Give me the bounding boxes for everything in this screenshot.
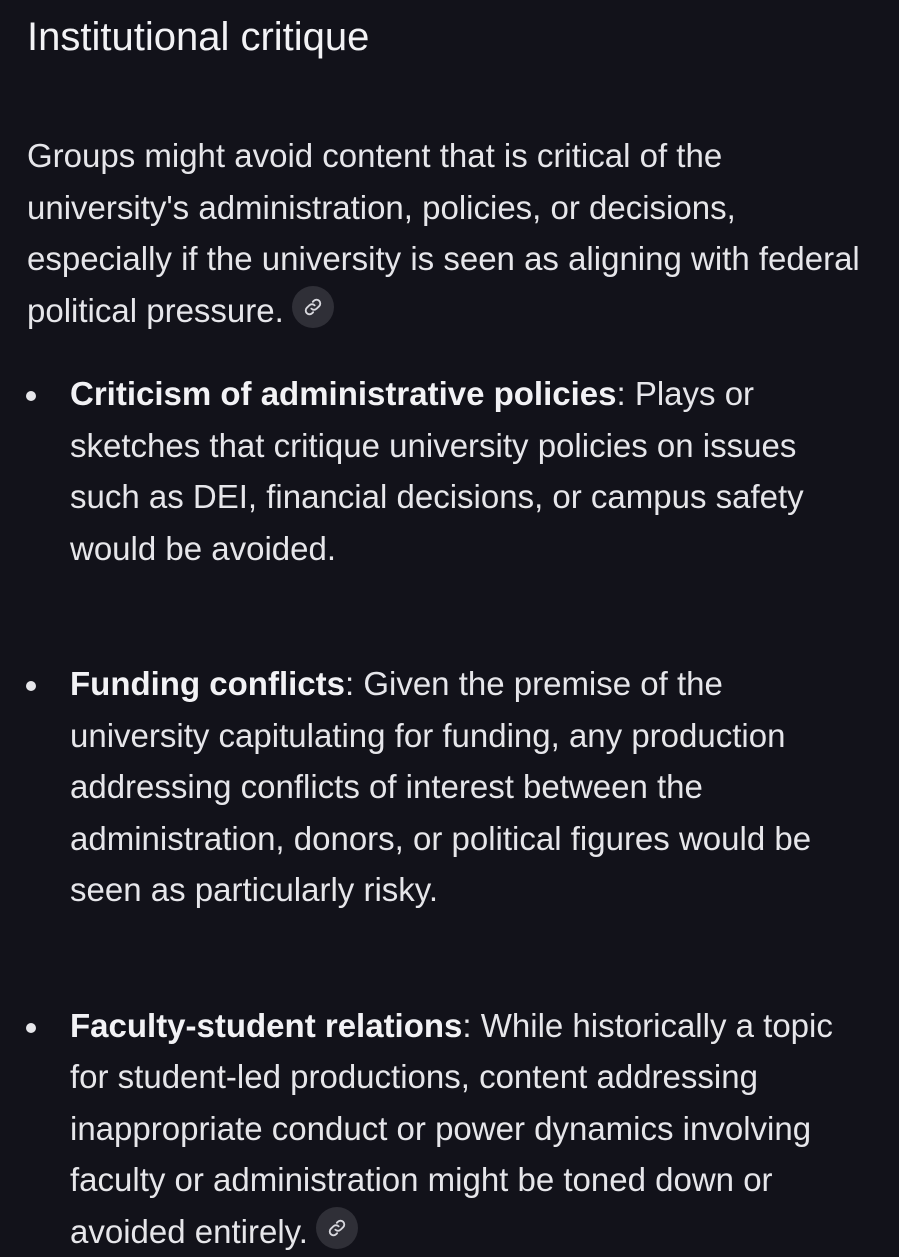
source-link-button[interactable] xyxy=(292,286,334,328)
bullet-separator: : xyxy=(617,375,626,412)
bullet-text: While historically a topic for student-led productions, content addressing inappropriate conduct or power dynamics involving faculty or administration might be toned down or avoided entirely. xyxy=(70,1007,833,1250)
bullet-term: Faculty-student relations xyxy=(70,1007,462,1044)
intro-paragraph xyxy=(27,130,877,336)
bullet-list xyxy=(0,368,899,1257)
list-item xyxy=(0,658,860,916)
link-icon xyxy=(327,1218,347,1238)
bullet-text: Given the premise of the university capitulating for funding, any production addressing conflicts of interest between the administration, donors, or political figures would be seen as particularly risky. xyxy=(70,665,811,908)
bullet-marker xyxy=(26,1023,36,1033)
link-icon xyxy=(303,297,323,317)
bullet-marker xyxy=(26,391,36,401)
list-item xyxy=(0,368,860,574)
list-item xyxy=(0,1000,860,1257)
bullet-text: Plays or sketches that critique university policies on issues such as DEI, financial decisions, or campus safety would be avoided. xyxy=(70,375,804,567)
bullet-term: Criticism of administrative policies xyxy=(70,375,617,412)
bullet-separator: : xyxy=(462,1007,471,1044)
intro-text: Groups might avoid content that is critical of the university's administration, policies, or decisions, especially if the university is seen as aligning with federal political pressure. xyxy=(27,137,860,329)
bullet-marker xyxy=(26,681,36,691)
bullet-term: Funding conflicts xyxy=(70,665,345,702)
bullet-separator: : xyxy=(345,665,354,702)
section-heading: Institutional critique xyxy=(27,8,369,66)
source-link-button[interactable] xyxy=(316,1207,358,1249)
